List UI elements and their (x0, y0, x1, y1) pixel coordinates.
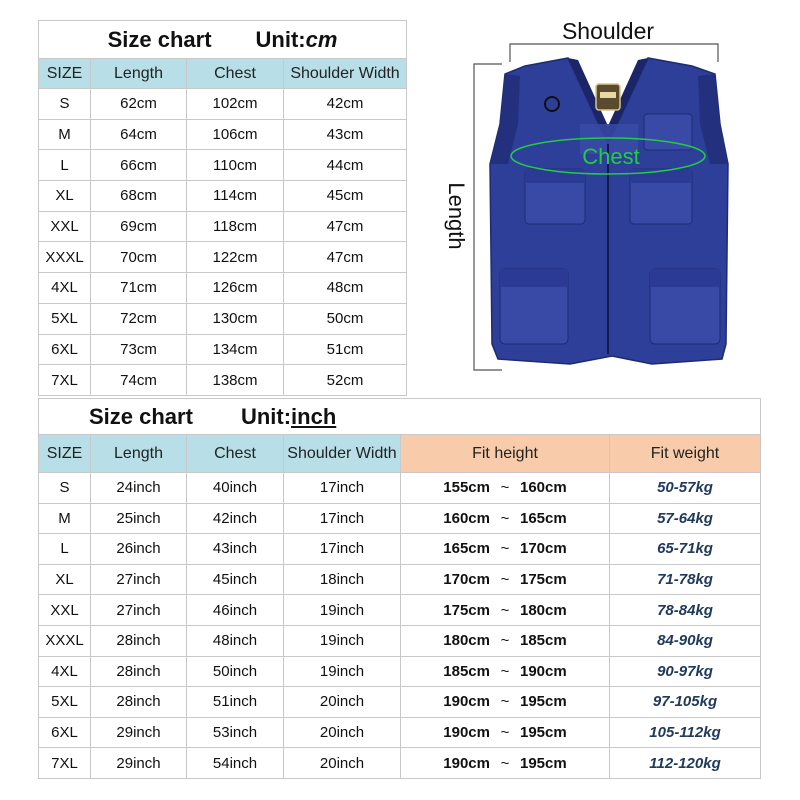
inch-table-title (39, 399, 761, 435)
range-separator: ~ (500, 693, 510, 711)
cm-cell-shoulder-width: 45cm (284, 181, 407, 212)
cm-header-chest: Chest (187, 59, 284, 89)
inch-header-shoulder-width: Shoulder Width (284, 435, 401, 473)
inch-cell-fit-weight: 71-78kg (610, 564, 761, 595)
cm-cell-length: 73cm (91, 334, 187, 365)
inch-cell-shoulder-width: 19inch (284, 656, 401, 687)
inch-cell-fit-height (401, 503, 610, 534)
inch-header-fit-height: Fit height (401, 435, 610, 473)
inch-cell-size: 5XL (39, 687, 91, 718)
inch-cell-size: S (39, 473, 91, 504)
table-row (39, 656, 761, 687)
inch-title-text: Size chart (89, 403, 193, 429)
inch-cell-fit-height (401, 656, 610, 687)
cm-unit-value: cm (305, 26, 338, 52)
fit-height-min: 160cm (443, 509, 490, 527)
cm-cell-size: XXL (39, 211, 91, 242)
cm-cell-size: XXXL (39, 242, 91, 273)
inch-cell-fit-weight: 97-105kg (610, 687, 761, 718)
shoulder-measure-line (510, 44, 718, 62)
inch-cell-shoulder-width: 19inch (284, 625, 401, 656)
fit-height-max: 195cm (520, 693, 567, 711)
cm-cell-length: 68cm (91, 181, 187, 212)
range-separator: ~ (500, 601, 510, 619)
table-row (39, 365, 407, 396)
fit-height-min: 180cm (443, 632, 490, 650)
cm-size-table (38, 20, 407, 396)
inch-cell-fit-height (401, 473, 610, 504)
inch-cell-shoulder-width: 17inch (284, 473, 401, 504)
inch-cell-length: 29inch (91, 748, 187, 779)
inch-cell-chest: 46inch (187, 595, 284, 626)
cm-cell-chest: 138cm (187, 365, 284, 396)
vest-badge (596, 84, 620, 110)
cm-header-length: Length (91, 59, 187, 89)
range-separator: ~ (500, 724, 510, 742)
fit-height-min: 155cm (443, 479, 490, 497)
inch-header-chest: Chest (187, 435, 284, 473)
inch-cell-length: 29inch (91, 717, 187, 748)
vest-illustration (430, 14, 790, 379)
inch-cell-shoulder-width: 19inch (284, 595, 401, 626)
cm-cell-shoulder-width: 47cm (284, 242, 407, 273)
inch-size-table-body (39, 399, 761, 779)
inch-header-size: SIZE (39, 435, 91, 473)
cm-cell-chest: 126cm (187, 273, 284, 304)
cm-cell-size: M (39, 119, 91, 150)
cm-cell-shoulder-width: 47cm (284, 211, 407, 242)
cm-cell-length: 69cm (91, 211, 187, 242)
inch-cell-length: 28inch (91, 656, 187, 687)
table-row (39, 625, 761, 656)
inch-cell-size: L (39, 534, 91, 565)
cm-cell-length: 70cm (91, 242, 187, 273)
fit-height-min: 165cm (443, 540, 490, 558)
inch-cell-chest: 50inch (187, 656, 284, 687)
inch-cell-shoulder-width: 17inch (284, 534, 401, 565)
range-separator: ~ (500, 662, 510, 680)
fit-height-max: 170cm (520, 540, 567, 558)
cm-header-shoulder-width: Shoulder Width (284, 59, 407, 89)
inch-cell-chest: 53inch (187, 717, 284, 748)
inch-unit-label: Unit: (240, 403, 292, 429)
inch-cell-size: 4XL (39, 656, 91, 687)
range-separator: ~ (500, 754, 510, 772)
cm-header-row (39, 59, 407, 89)
inch-cell-chest: 54inch (187, 748, 284, 779)
inch-cell-fit-weight: 57-64kg (610, 503, 761, 534)
cm-cell-chest: 106cm (187, 119, 284, 150)
table-row (39, 687, 761, 718)
cm-cell-shoulder-width: 42cm (284, 89, 407, 120)
inch-cell-shoulder-width: 17inch (284, 503, 401, 534)
cm-cell-size: 7XL (39, 365, 91, 396)
inch-cell-chest: 51inch (187, 687, 284, 718)
cm-cell-shoulder-width: 51cm (284, 334, 407, 365)
inch-unit-value: inch (291, 403, 337, 429)
inch-cell-length: 25inch (91, 503, 187, 534)
table-row (39, 181, 407, 212)
inch-cell-size: XXL (39, 595, 91, 626)
cm-cell-length: 62cm (91, 89, 187, 120)
fit-height-min: 190cm (443, 693, 490, 711)
cm-cell-shoulder-width: 44cm (284, 150, 407, 181)
inch-cell-fit-weight: 90-97kg (610, 656, 761, 687)
fit-height-max: 190cm (520, 662, 567, 680)
table-row (39, 748, 761, 779)
inch-cell-chest: 40inch (187, 473, 284, 504)
fit-height-max: 175cm (520, 571, 567, 589)
cm-cell-length: 74cm (91, 365, 187, 396)
inch-header-fit-weight: Fit weight (610, 435, 761, 473)
cm-cell-shoulder-width: 52cm (284, 365, 407, 396)
inch-cell-length: 28inch (91, 687, 187, 718)
chest-label: Chest (582, 144, 640, 169)
inch-cell-fit-height (401, 717, 610, 748)
table-row (39, 473, 761, 504)
cm-cell-chest: 110cm (187, 150, 284, 181)
cm-cell-shoulder-width: 50cm (284, 303, 407, 334)
table-row (39, 150, 407, 181)
table-row (39, 595, 761, 626)
inch-cell-fit-height (401, 534, 610, 565)
length-label: Length (444, 182, 469, 250)
cm-size-table-body (39, 21, 407, 396)
range-separator: ~ (500, 571, 510, 589)
table-row (39, 89, 407, 120)
cm-cell-size: 4XL (39, 273, 91, 304)
inch-size-table (38, 398, 761, 779)
inch-cell-size: M (39, 503, 91, 534)
fit-height-min: 185cm (443, 662, 490, 680)
cm-unit-label: Unit: (255, 26, 306, 52)
vest-diagram (430, 14, 790, 379)
cm-cell-length: 66cm (91, 150, 187, 181)
fit-height-min: 170cm (443, 571, 490, 589)
inch-cell-size: XXXL (39, 625, 91, 656)
fit-height-max: 195cm (520, 754, 567, 772)
inch-cell-fit-height (401, 564, 610, 595)
table-row (39, 242, 407, 273)
cm-cell-size: S (39, 89, 91, 120)
cm-cell-chest: 122cm (187, 242, 284, 273)
inch-title-row (39, 399, 761, 435)
fit-height-max: 160cm (520, 479, 567, 497)
inch-cell-fit-weight: 112-120kg (610, 748, 761, 779)
cm-cell-size: XL (39, 181, 91, 212)
fit-height-min: 190cm (443, 724, 490, 742)
range-separator: ~ (500, 632, 510, 650)
table-row (39, 211, 407, 242)
inch-cell-shoulder-width: 20inch (284, 748, 401, 779)
cm-table-title (39, 21, 407, 59)
inch-cell-shoulder-width: 18inch (284, 564, 401, 595)
cm-cell-chest: 102cm (187, 89, 284, 120)
inch-cell-fit-height (401, 687, 610, 718)
inch-cell-fit-weight: 50-57kg (610, 473, 761, 504)
cm-cell-length: 64cm (91, 119, 187, 150)
cm-cell-length: 71cm (91, 273, 187, 304)
cm-title-text: Size chart (107, 26, 212, 52)
inch-cell-chest: 43inch (187, 534, 284, 565)
table-row (39, 534, 761, 565)
table-row (39, 717, 761, 748)
cm-cell-shoulder-width: 43cm (284, 119, 407, 150)
inch-cell-length: 28inch (91, 625, 187, 656)
inch-cell-chest: 48inch (187, 625, 284, 656)
cm-cell-size: L (39, 150, 91, 181)
inch-cell-shoulder-width: 20inch (284, 687, 401, 718)
range-separator: ~ (500, 479, 510, 497)
inch-cell-fit-weight: 65-71kg (610, 534, 761, 565)
fit-height-min: 190cm (443, 754, 490, 772)
range-separator: ~ (500, 509, 510, 527)
table-row (39, 303, 407, 334)
inch-cell-fit-weight: 84-90kg (610, 625, 761, 656)
range-separator: ~ (500, 540, 510, 558)
cm-cell-chest: 118cm (187, 211, 284, 242)
inch-cell-chest: 45inch (187, 564, 284, 595)
cm-cell-shoulder-width: 48cm (284, 273, 407, 304)
inch-cell-size: 7XL (39, 748, 91, 779)
cm-cell-length: 72cm (91, 303, 187, 334)
inch-cell-size: XL (39, 564, 91, 595)
inch-cell-fit-weight: 78-84kg (610, 595, 761, 626)
cm-cell-chest: 134cm (187, 334, 284, 365)
table-row (39, 564, 761, 595)
fit-height-max: 165cm (520, 509, 567, 527)
inch-cell-length: 27inch (91, 564, 187, 595)
fit-height-max: 180cm (520, 601, 567, 619)
cm-cell-size: 5XL (39, 303, 91, 334)
inch-cell-fit-height (401, 595, 610, 626)
inch-cell-shoulder-width: 20inch (284, 717, 401, 748)
inch-cell-chest: 42inch (187, 503, 284, 534)
cm-header-size: SIZE (39, 59, 91, 89)
table-row (39, 119, 407, 150)
fit-height-max: 195cm (520, 724, 567, 742)
fit-height-max: 185cm (520, 632, 567, 650)
inch-header-row (39, 435, 761, 473)
inch-cell-fit-height (401, 625, 610, 656)
inch-cell-length: 24inch (91, 473, 187, 504)
table-row (39, 503, 761, 534)
cm-title-row (39, 21, 407, 59)
inch-cell-size: 6XL (39, 717, 91, 748)
inch-cell-length: 26inch (91, 534, 187, 565)
inch-header-length: Length (91, 435, 187, 473)
shoulder-label: Shoulder (561, 18, 655, 44)
table-row (39, 273, 407, 304)
cm-cell-size: 6XL (39, 334, 91, 365)
table-row (39, 334, 407, 365)
inch-cell-fit-weight: 105-112kg (610, 717, 761, 748)
inch-cell-fit-height (401, 748, 610, 779)
inch-cell-length: 27inch (91, 595, 187, 626)
fit-height-min: 175cm (443, 601, 490, 619)
cm-cell-chest: 114cm (187, 181, 284, 212)
cm-cell-chest: 130cm (187, 303, 284, 334)
